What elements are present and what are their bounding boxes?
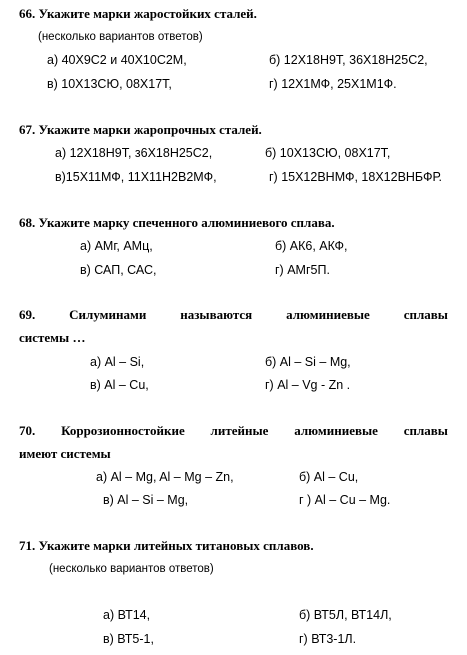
question-66-option-v: в) 10Х13СЮ, 08Х17Т,: [47, 77, 172, 91]
question-68-option-b: б) АК6, АКФ,: [275, 239, 348, 253]
question-70-word: алюминиевые: [294, 423, 378, 438]
question-70-word: сплавы: [403, 423, 448, 438]
question-68-option-g: г) АМг5П.: [275, 263, 330, 277]
question-69-word: называются: [180, 307, 253, 322]
question-69-title-line-2: системы …: [19, 330, 86, 345]
question-67-option-a: а) 12Х18Н9Т, з6Х18Н25С2,: [55, 146, 213, 160]
question-69-title-line: [19, 307, 448, 323]
question-68-option-v: в) САП, САС,: [80, 263, 157, 277]
question-69-option-a: а) Al – Si,: [90, 355, 145, 369]
question-66-option-g: г) 12Х1МФ, 25Х1М1Ф.: [269, 77, 397, 91]
question-67-title: 67. Укажите марки жаропрочных сталей.: [19, 122, 262, 137]
question-71-note: (несколько вариантов ответов): [49, 563, 214, 575]
question-71-title: 71. Укажите марки литейных титановых сплавов.: [19, 538, 314, 553]
question-68-title: 68. Укажите марку спеченного алюминиевого сплава.: [19, 215, 335, 230]
question-70-title-line-2: имеют системы: [19, 446, 111, 461]
question-70-option-b: б) Al – Cu,: [299, 470, 359, 484]
question-66-title: 66. Укажите марки жаростойких сталей.: [19, 6, 257, 21]
question-69-word: 69.: [19, 307, 36, 322]
question-66-option-a: а) 40Х9С2 и 40Х10С2М,: [47, 53, 187, 67]
question-70-title-line: [19, 423, 448, 439]
question-69-option-v: в) Al – Cu,: [90, 378, 149, 392]
question-67-option-v: в)15Х11МФ, 11Х11Н2В2МФ,: [55, 170, 217, 184]
question-69-word: сплавы: [403, 307, 448, 322]
question-67-option-b: б) 10Х13СЮ, 08Х17Т,: [265, 146, 391, 160]
question-69-word: Силуминами: [69, 307, 147, 322]
question-66-option-b: б) 12Х18Н9Т, 36Х18Н25С2,: [269, 53, 428, 67]
question-70-word: литейные: [210, 423, 269, 438]
question-67-option-g: г) 15Х12ВНМФ, 18Х12ВНБФР.: [269, 170, 442, 184]
question-66-note: (несколько вариантов ответов): [38, 31, 203, 43]
question-71-option-a: а) ВТ14,: [103, 608, 151, 622]
question-70-option-a: а) Al – Mg, Al – Mg – Zn,: [96, 470, 234, 484]
question-71-option-g: г) ВТ3-1Л.: [299, 632, 357, 646]
question-71-option-v: в) ВТ5-1,: [103, 632, 154, 646]
question-68-option-a: а) АМг, АМц,: [80, 239, 153, 253]
question-69-option-g: г) Al – Vg - Zn .: [265, 378, 351, 392]
question-70-word: 70.: [19, 423, 36, 438]
question-70-option-g: г ) Al – Cu – Mg.: [299, 493, 391, 507]
question-70-option-v: в) Al – Si – Mg,: [103, 493, 189, 507]
question-69-option-b: б) Al – Si – Mg,: [265, 355, 351, 369]
question-71-option-b: б) ВТ5Л, ВТ14Л,: [299, 608, 392, 622]
question-70-word: Коррозионностойкие: [61, 423, 185, 438]
question-69-word: алюминиевые: [286, 307, 370, 322]
